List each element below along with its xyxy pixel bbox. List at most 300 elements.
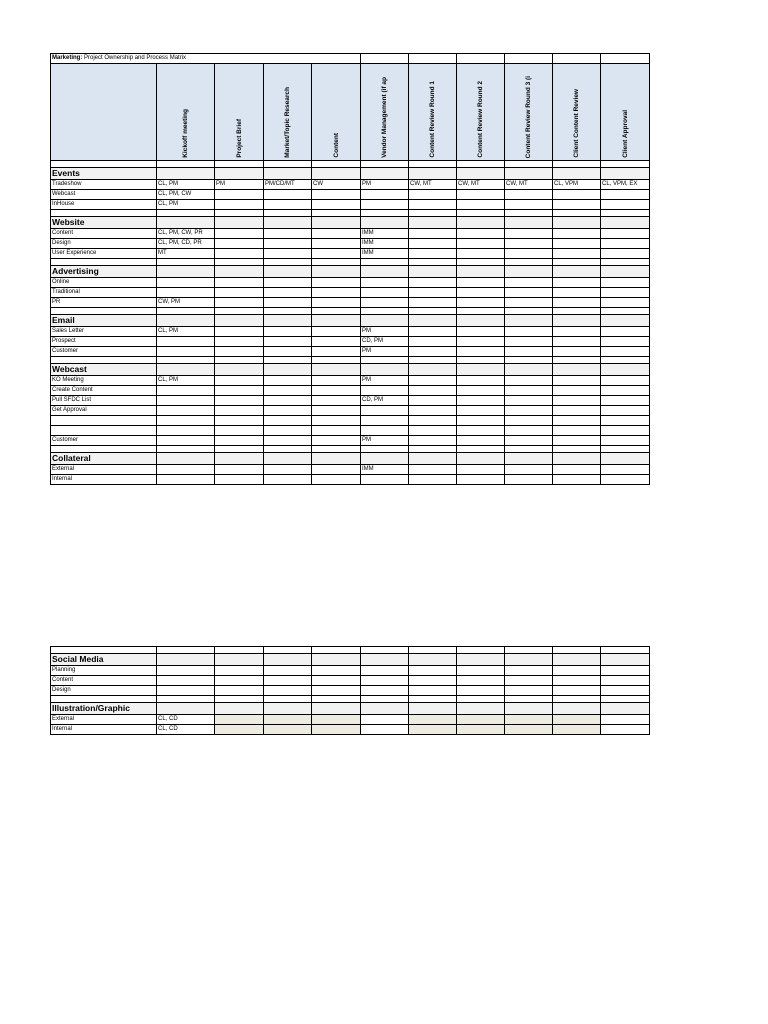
empty-cell[interactable]	[553, 446, 601, 453]
empty-cell[interactable]	[409, 217, 457, 229]
empty-cell[interactable]	[264, 168, 312, 180]
empty-cell[interactable]	[312, 168, 361, 180]
matrix-cell[interactable]	[553, 249, 601, 259]
empty-cell[interactable]	[553, 647, 601, 654]
empty-cell[interactable]	[312, 364, 361, 376]
matrix-cell[interactable]	[601, 686, 650, 696]
empty-cell[interactable]	[361, 446, 409, 453]
matrix-cell[interactable]	[553, 436, 601, 446]
matrix-cell[interactable]: CD, PM	[361, 396, 409, 406]
row-label[interactable]: Sales Letter	[51, 327, 157, 337]
empty-cell[interactable]	[215, 266, 264, 278]
empty-cell[interactable]	[409, 266, 457, 278]
matrix-cell[interactable]	[601, 436, 650, 446]
matrix-cell[interactable]: IMM	[361, 229, 409, 239]
matrix-cell[interactable]: IMM	[361, 239, 409, 249]
column-header[interactable]	[312, 64, 361, 161]
empty-cell[interactable]	[157, 453, 215, 465]
matrix-cell[interactable]	[215, 676, 264, 686]
matrix-cell[interactable]	[409, 436, 457, 446]
row-label[interactable]: Content	[51, 229, 157, 239]
matrix-cell[interactable]: CW, MT	[457, 180, 505, 190]
row-label[interactable]: Webcast	[51, 190, 157, 200]
empty-cell[interactable]	[601, 357, 650, 364]
matrix-cell[interactable]	[312, 666, 361, 676]
matrix-cell[interactable]	[601, 229, 650, 239]
row-label[interactable]	[51, 426, 157, 436]
matrix-cell[interactable]: CW, MT	[505, 180, 553, 190]
empty-cell[interactable]	[312, 453, 361, 465]
matrix-cell[interactable]: PM	[215, 180, 264, 190]
empty-cell[interactable]	[409, 259, 457, 266]
empty-cell[interactable]	[215, 696, 264, 703]
empty-cell[interactable]	[264, 357, 312, 364]
matrix-cell[interactable]	[505, 327, 553, 337]
empty-cell[interactable]	[157, 168, 215, 180]
section-label[interactable]: Social Media	[51, 654, 157, 666]
matrix-cell[interactable]	[553, 229, 601, 239]
matrix-cell[interactable]	[601, 337, 650, 347]
row-label[interactable]: Create Content	[51, 386, 157, 396]
matrix-cell[interactable]	[505, 200, 553, 210]
empty-cell[interactable]	[264, 696, 312, 703]
matrix-cell[interactable]: PM	[361, 436, 409, 446]
matrix-cell[interactable]	[601, 475, 650, 485]
matrix-cell[interactable]	[264, 229, 312, 239]
empty-cell[interactable]	[157, 217, 215, 229]
empty-cell[interactable]	[409, 647, 457, 654]
empty-cell[interactable]	[157, 210, 215, 217]
column-header[interactable]	[409, 64, 457, 161]
matrix-cell[interactable]	[312, 249, 361, 259]
matrix-cell[interactable]	[215, 406, 264, 416]
matrix-cell[interactable]	[409, 298, 457, 308]
matrix-cell[interactable]	[601, 396, 650, 406]
matrix-cell[interactable]	[601, 298, 650, 308]
matrix-cell[interactable]	[553, 239, 601, 249]
matrix-cell[interactable]: PM	[361, 376, 409, 386]
matrix-cell[interactable]	[553, 715, 601, 725]
matrix-cell[interactable]	[505, 396, 553, 406]
empty-cell[interactable]	[601, 217, 650, 229]
matrix-cell[interactable]	[409, 239, 457, 249]
empty-cell[interactable]	[157, 259, 215, 266]
matrix-cell[interactable]	[553, 288, 601, 298]
empty-cell[interactable]	[157, 161, 215, 168]
matrix-cell[interactable]	[264, 396, 312, 406]
row-label[interactable]	[51, 416, 157, 426]
matrix-cell[interactable]	[409, 416, 457, 426]
matrix-cell[interactable]	[215, 386, 264, 396]
empty-cell[interactable]	[361, 308, 409, 315]
column-header[interactable]	[361, 64, 409, 161]
empty-cell[interactable]	[553, 654, 601, 666]
matrix-cell[interactable]: MT	[157, 249, 215, 259]
matrix-cell[interactable]	[215, 347, 264, 357]
matrix-cell[interactable]	[157, 465, 215, 475]
empty-cell[interactable]	[409, 364, 457, 376]
empty-cell[interactable]	[215, 315, 264, 327]
matrix-cell[interactable]	[361, 715, 409, 725]
matrix-cell[interactable]	[553, 725, 601, 735]
empty-cell[interactable]	[215, 647, 264, 654]
matrix-cell[interactable]	[409, 465, 457, 475]
empty-cell[interactable]	[312, 696, 361, 703]
matrix-cell[interactable]	[157, 426, 215, 436]
matrix-cell[interactable]: CD, PM	[361, 337, 409, 347]
empty-cell[interactable]	[601, 54, 650, 64]
row-label[interactable]: Internal	[51, 475, 157, 485]
matrix-cell[interactable]	[409, 249, 457, 259]
matrix-cell[interactable]	[409, 666, 457, 676]
matrix-cell[interactable]	[409, 347, 457, 357]
empty-cell[interactable]	[215, 364, 264, 376]
matrix-cell[interactable]	[601, 465, 650, 475]
matrix-cell[interactable]	[553, 686, 601, 696]
matrix-cell[interactable]	[215, 725, 264, 735]
empty-cell[interactable]	[51, 308, 157, 315]
matrix-cell[interactable]	[312, 288, 361, 298]
matrix-cell[interactable]	[457, 416, 505, 426]
empty-cell[interactable]	[157, 647, 215, 654]
matrix-cell[interactable]	[601, 190, 650, 200]
matrix-cell[interactable]	[553, 298, 601, 308]
matrix-cell[interactable]	[361, 278, 409, 288]
matrix-cell[interactable]	[409, 200, 457, 210]
matrix-cell[interactable]	[264, 249, 312, 259]
matrix-cell[interactable]: CL, PM	[157, 376, 215, 386]
matrix-cell[interactable]	[215, 475, 264, 485]
matrix-cell[interactable]: CL, VPM	[553, 180, 601, 190]
empty-cell[interactable]	[553, 266, 601, 278]
row-label[interactable]: External	[51, 465, 157, 475]
matrix-cell[interactable]	[264, 288, 312, 298]
matrix-cell[interactable]	[264, 337, 312, 347]
empty-cell[interactable]	[505, 210, 553, 217]
empty-cell[interactable]	[457, 259, 505, 266]
empty-cell[interactable]	[312, 703, 361, 715]
row-label[interactable]: User Experience	[51, 249, 157, 259]
empty-cell[interactable]	[505, 357, 553, 364]
matrix-cell[interactable]	[264, 298, 312, 308]
matrix-cell[interactable]	[457, 298, 505, 308]
matrix-cell[interactable]	[361, 686, 409, 696]
matrix-cell[interactable]	[157, 288, 215, 298]
matrix-cell[interactable]	[312, 725, 361, 735]
empty-cell[interactable]	[457, 647, 505, 654]
empty-cell[interactable]	[601, 647, 650, 654]
empty-cell[interactable]	[457, 168, 505, 180]
empty-cell[interactable]	[51, 210, 157, 217]
matrix-cell[interactable]	[457, 200, 505, 210]
empty-cell[interactable]	[361, 703, 409, 715]
empty-cell[interactable]	[553, 54, 601, 64]
empty-cell[interactable]	[264, 308, 312, 315]
empty-cell[interactable]	[457, 308, 505, 315]
row-label[interactable]: Content	[51, 676, 157, 686]
matrix-cell[interactable]	[312, 190, 361, 200]
matrix-cell[interactable]: CL, PM	[157, 327, 215, 337]
empty-cell[interactable]	[409, 168, 457, 180]
empty-cell[interactable]	[505, 308, 553, 315]
empty-cell[interactable]	[361, 364, 409, 376]
empty-cell[interactable]	[312, 259, 361, 266]
matrix-cell[interactable]	[312, 327, 361, 337]
matrix-cell[interactable]	[264, 347, 312, 357]
matrix-cell[interactable]	[457, 288, 505, 298]
matrix-cell[interactable]	[553, 475, 601, 485]
matrix-cell[interactable]	[505, 406, 553, 416]
empty-cell[interactable]	[601, 364, 650, 376]
matrix-cell[interactable]	[457, 396, 505, 406]
matrix-cell[interactable]	[215, 416, 264, 426]
empty-cell[interactable]	[409, 654, 457, 666]
matrix-cell[interactable]: PM	[361, 327, 409, 337]
empty-cell[interactable]	[215, 210, 264, 217]
column-header[interactable]	[553, 64, 601, 161]
matrix-cell[interactable]	[361, 426, 409, 436]
matrix-cell[interactable]	[215, 249, 264, 259]
empty-cell[interactable]	[409, 54, 457, 64]
empty-cell[interactable]	[264, 210, 312, 217]
empty-cell[interactable]	[215, 308, 264, 315]
matrix-cell[interactable]	[553, 386, 601, 396]
matrix-cell[interactable]	[157, 475, 215, 485]
matrix-cell[interactable]	[361, 386, 409, 396]
empty-cell[interactable]	[361, 453, 409, 465]
empty-cell[interactable]	[553, 259, 601, 266]
matrix-cell[interactable]: CL, PM, CD, PR	[157, 239, 215, 249]
matrix-cell[interactable]	[264, 475, 312, 485]
matrix-cell[interactable]	[505, 288, 553, 298]
matrix-cell[interactable]	[312, 676, 361, 686]
empty-cell[interactable]	[312, 647, 361, 654]
matrix-cell[interactable]	[312, 715, 361, 725]
matrix-cell[interactable]	[457, 376, 505, 386]
matrix-cell[interactable]	[264, 416, 312, 426]
matrix-cell[interactable]	[457, 347, 505, 357]
empty-cell[interactable]	[51, 161, 157, 168]
matrix-cell[interactable]	[601, 327, 650, 337]
matrix-cell[interactable]	[312, 406, 361, 416]
matrix-cell[interactable]	[457, 686, 505, 696]
matrix-cell[interactable]	[215, 190, 264, 200]
matrix-cell[interactable]	[505, 715, 553, 725]
matrix-cell[interactable]	[215, 298, 264, 308]
matrix-cell[interactable]	[361, 200, 409, 210]
empty-cell[interactable]	[264, 315, 312, 327]
matrix-cell[interactable]	[409, 386, 457, 396]
matrix-cell[interactable]	[312, 239, 361, 249]
matrix-cell[interactable]	[457, 676, 505, 686]
matrix-cell[interactable]	[457, 465, 505, 475]
matrix-cell[interactable]	[312, 229, 361, 239]
matrix-cell[interactable]	[157, 406, 215, 416]
matrix-cell[interactable]	[312, 686, 361, 696]
matrix-cell[interactable]	[409, 676, 457, 686]
matrix-cell[interactable]: CL, PM, CW	[157, 190, 215, 200]
matrix-cell[interactable]	[264, 327, 312, 337]
row-label[interactable]: KO Meeting	[51, 376, 157, 386]
matrix-cell[interactable]	[361, 416, 409, 426]
empty-cell[interactable]	[457, 161, 505, 168]
matrix-cell[interactable]	[553, 337, 601, 347]
empty-cell[interactable]	[361, 266, 409, 278]
row-label[interactable]: Tradeshow	[51, 180, 157, 190]
matrix-cell[interactable]	[215, 396, 264, 406]
empty-cell[interactable]	[361, 654, 409, 666]
empty-cell[interactable]	[312, 446, 361, 453]
empty-cell[interactable]	[264, 161, 312, 168]
matrix-cell[interactable]	[457, 249, 505, 259]
matrix-cell[interactable]	[157, 396, 215, 406]
empty-cell[interactable]	[409, 161, 457, 168]
empty-cell[interactable]	[215, 446, 264, 453]
matrix-cell[interactable]	[505, 426, 553, 436]
matrix-cell[interactable]: CL, PM, CW, PR	[157, 229, 215, 239]
matrix-cell[interactable]	[157, 666, 215, 676]
matrix-cell[interactable]	[601, 239, 650, 249]
matrix-cell[interactable]	[409, 426, 457, 436]
matrix-cell[interactable]: CW, PM	[157, 298, 215, 308]
empty-cell[interactable]	[601, 315, 650, 327]
matrix-cell[interactable]	[264, 200, 312, 210]
matrix-cell[interactable]	[409, 190, 457, 200]
empty-cell[interactable]	[457, 266, 505, 278]
empty-cell[interactable]	[601, 259, 650, 266]
empty-cell[interactable]	[157, 266, 215, 278]
matrix-cell[interactable]	[264, 715, 312, 725]
empty-cell[interactable]	[51, 259, 157, 266]
row-label[interactable]: Prospect	[51, 337, 157, 347]
empty-cell[interactable]	[505, 54, 553, 64]
matrix-cell[interactable]	[409, 288, 457, 298]
matrix-cell[interactable]	[264, 686, 312, 696]
column-header[interactable]	[157, 64, 215, 161]
matrix-cell[interactable]: PM/CD/MT	[264, 180, 312, 190]
empty-cell[interactable]	[457, 54, 505, 64]
empty-cell[interactable]	[264, 364, 312, 376]
empty-cell[interactable]	[215, 168, 264, 180]
column-header[interactable]	[457, 64, 505, 161]
section-label[interactable]: Website	[51, 217, 157, 229]
matrix-cell[interactable]	[312, 386, 361, 396]
matrix-cell[interactable]	[457, 337, 505, 347]
matrix-cell[interactable]	[505, 416, 553, 426]
matrix-cell[interactable]	[215, 436, 264, 446]
row-label[interactable]: Customer	[51, 347, 157, 357]
matrix-cell[interactable]	[157, 676, 215, 686]
matrix-cell[interactable]	[361, 666, 409, 676]
matrix-cell[interactable]	[361, 475, 409, 485]
matrix-cell[interactable]	[157, 386, 215, 396]
empty-cell[interactable]	[157, 654, 215, 666]
empty-cell[interactable]	[215, 703, 264, 715]
matrix-cell[interactable]	[215, 278, 264, 288]
matrix-cell[interactable]	[553, 200, 601, 210]
empty-cell[interactable]	[601, 266, 650, 278]
matrix-cell[interactable]	[215, 376, 264, 386]
matrix-cell[interactable]	[312, 200, 361, 210]
empty-cell[interactable]	[361, 168, 409, 180]
matrix-cell[interactable]	[457, 436, 505, 446]
empty-cell[interactable]	[361, 161, 409, 168]
matrix-cell[interactable]	[505, 229, 553, 239]
matrix-cell[interactable]	[457, 666, 505, 676]
empty-cell[interactable]	[409, 308, 457, 315]
matrix-cell[interactable]	[601, 715, 650, 725]
matrix-cell[interactable]	[601, 200, 650, 210]
matrix-cell[interactable]	[505, 239, 553, 249]
empty-cell[interactable]	[264, 266, 312, 278]
empty-cell[interactable]	[601, 446, 650, 453]
matrix-cell[interactable]	[312, 465, 361, 475]
empty-cell[interactable]	[51, 696, 157, 703]
matrix-cell[interactable]	[553, 278, 601, 288]
empty-cell[interactable]	[409, 696, 457, 703]
empty-cell[interactable]	[215, 453, 264, 465]
matrix-cell[interactable]	[215, 288, 264, 298]
matrix-cell[interactable]	[157, 337, 215, 347]
empty-cell[interactable]	[361, 210, 409, 217]
empty-cell[interactable]	[361, 259, 409, 266]
empty-cell[interactable]	[505, 217, 553, 229]
empty-cell[interactable]	[409, 453, 457, 465]
empty-cell[interactable]	[264, 217, 312, 229]
matrix-cell[interactable]: IMM	[361, 249, 409, 259]
row-label[interactable]: Get Approval	[51, 406, 157, 416]
empty-cell[interactable]	[505, 315, 553, 327]
empty-cell[interactable]	[361, 54, 409, 64]
matrix-cell[interactable]	[264, 190, 312, 200]
empty-cell[interactable]	[553, 315, 601, 327]
empty-cell[interactable]	[601, 696, 650, 703]
matrix-cell[interactable]	[215, 666, 264, 676]
matrix-cell[interactable]	[553, 676, 601, 686]
matrix-cell[interactable]	[409, 278, 457, 288]
empty-cell[interactable]	[215, 654, 264, 666]
matrix-cell[interactable]	[409, 337, 457, 347]
empty-cell[interactable]	[601, 453, 650, 465]
matrix-cell[interactable]	[553, 190, 601, 200]
row-label[interactable]: PR	[51, 298, 157, 308]
matrix-cell[interactable]	[553, 376, 601, 386]
empty-cell[interactable]	[457, 217, 505, 229]
empty-cell[interactable]	[264, 453, 312, 465]
matrix-cell[interactable]	[505, 475, 553, 485]
matrix-cell[interactable]	[312, 416, 361, 426]
matrix-cell[interactable]	[505, 376, 553, 386]
matrix-cell[interactable]: CW	[312, 180, 361, 190]
matrix-cell[interactable]	[215, 337, 264, 347]
matrix-cell[interactable]	[264, 465, 312, 475]
matrix-cell[interactable]	[157, 278, 215, 288]
empty-cell[interactable]	[457, 654, 505, 666]
section-label[interactable]: Illustration/Graphic	[51, 703, 157, 715]
matrix-cell[interactable]	[409, 475, 457, 485]
matrix-cell[interactable]	[601, 386, 650, 396]
empty-cell[interactable]	[264, 259, 312, 266]
empty-cell[interactable]	[51, 446, 157, 453]
matrix-cell[interactable]	[264, 386, 312, 396]
empty-cell[interactable]	[505, 364, 553, 376]
matrix-cell[interactable]: CL, PM	[157, 180, 215, 190]
empty-cell[interactable]	[215, 357, 264, 364]
empty-cell[interactable]	[457, 357, 505, 364]
empty-cell[interactable]	[157, 446, 215, 453]
empty-cell[interactable]	[553, 696, 601, 703]
matrix-cell[interactable]	[264, 436, 312, 446]
